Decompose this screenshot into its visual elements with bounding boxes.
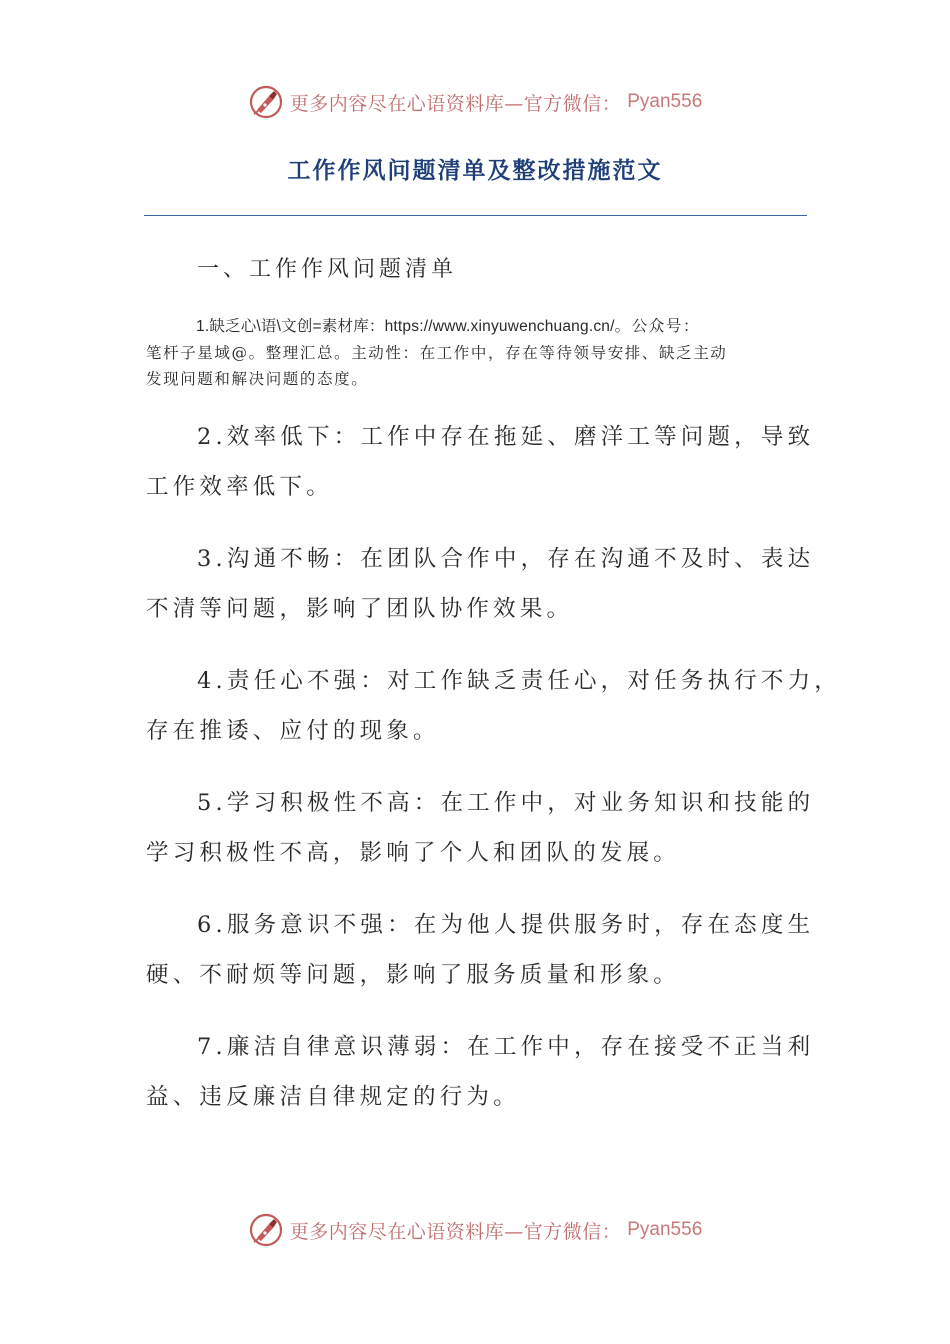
pen-nib-logo-icon — [248, 84, 284, 120]
list-item-1 — [146, 313, 808, 392]
list-item-line: 学习积极性不高，影响了个人和团队的发展。 — [146, 840, 681, 866]
title-divider — [144, 215, 807, 216]
list-item-line: 硬、不耐烦等问题，影响了服务质量和形象。 — [146, 962, 681, 988]
list-item-2 — [146, 412, 836, 512]
watermark-wechat-id: Pyan556 — [627, 91, 703, 112]
header-watermark-banner — [0, 80, 950, 124]
list-item-7 — [146, 1022, 836, 1122]
list-item-line: 4.责任心不强：对工作缺乏责任心，对任务执行不力， — [197, 668, 841, 694]
list-item-1-rest: 。公众号： — [614, 317, 701, 335]
watermark-text: 更多内容尽在心语资料库—官方微信： — [289, 1220, 622, 1243]
list-item-1-line-3: 发现问题和解决问题的态度。 — [146, 370, 369, 388]
list-item-line: 7.廉洁自律意识薄弱：在工作中，存在接受不正当利 — [197, 1034, 815, 1060]
list-item-3 — [146, 534, 836, 634]
list-item-1-line-1 — [146, 313, 808, 340]
list-item-line: 工作效率低下。 — [146, 474, 333, 500]
footer-watermark-banner — [0, 1208, 950, 1252]
list-item-line: 3.沟通不畅：在团队合作中，存在沟通不及时、表达 — [197, 546, 815, 572]
list-item-line: 存在推诿、应付的现象。 — [146, 718, 440, 744]
list-item-line: 不清等问题，影响了团队协作效果。 — [146, 596, 574, 622]
list-item-1-prefix: 1.缺乏心\语\文创=素材库： — [196, 318, 385, 335]
list-item-line: 2.效率低下：工作中存在拖延、磨洋工等问题，导致 — [197, 424, 815, 450]
source-url-link[interactable]: https://www.xinyuwenchuang.cn/ — [384, 318, 615, 335]
watermark-wechat-id: Pyan556 — [627, 1219, 703, 1240]
list-item-6 — [146, 900, 836, 1000]
watermark-text: 更多内容尽在心语资料库—官方微信： — [289, 92, 622, 115]
list-item-line: 5.学习积极性不高：在工作中，对业务知识和技能的 — [197, 790, 815, 816]
document-title: 工作作风问题清单及整改措施范文 — [287, 157, 663, 184]
section-heading: 一、工作作风问题清单 — [197, 257, 458, 282]
list-item-5 — [146, 778, 836, 878]
list-item-4 — [146, 656, 841, 756]
list-item-1-line-2: 笔杆子星域@。整理汇总。主动性：在工作中，存在等待领导安排、缺乏主动 — [146, 344, 728, 362]
list-item-line: 益、违反廉洁自律规定的行为。 — [146, 1084, 520, 1110]
list-item-line: 6.服务意识不强：在为他人提供服务时，存在态度生 — [197, 912, 815, 938]
pen-nib-logo-icon — [248, 1212, 284, 1248]
